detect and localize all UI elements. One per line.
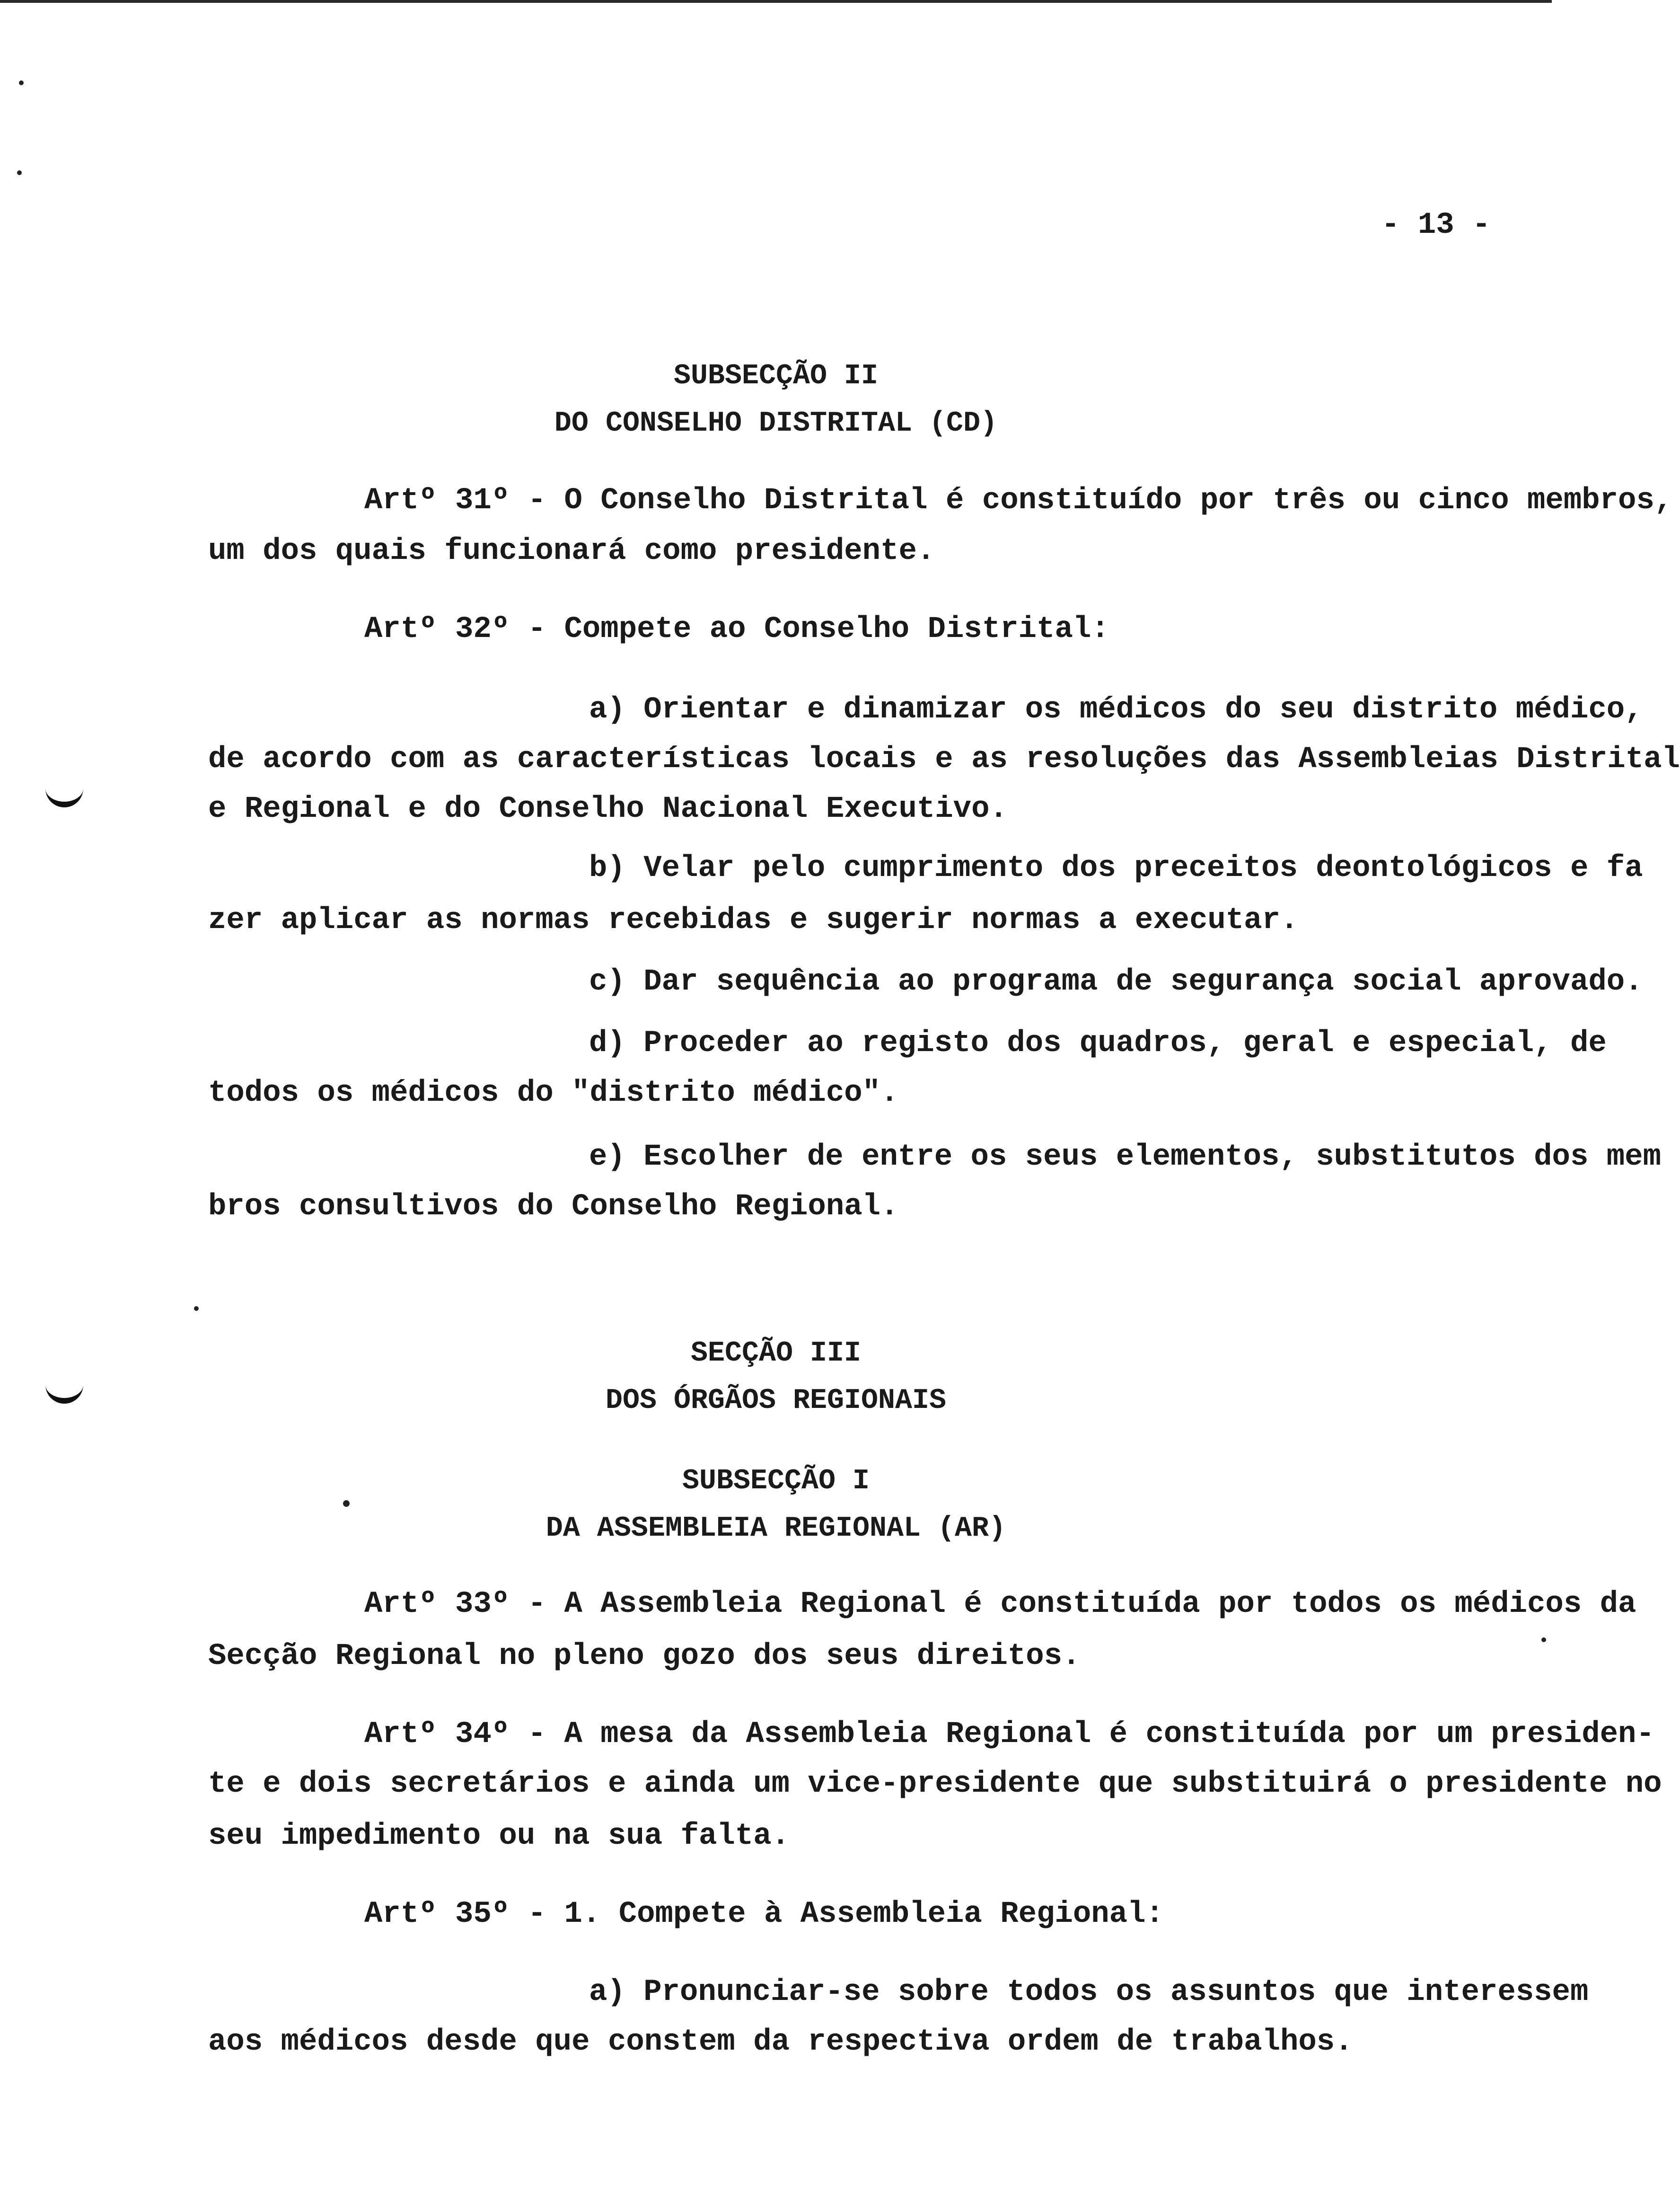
article-35-item-a-line-2: aos médicos desde que constem da respectiva ordem de trabalhos. — [208, 2025, 1353, 2059]
scan-speck — [194, 1306, 199, 1311]
article-32-item-b-line-2: zer aplicar as normas recebidas e sugerir normas a executar. — [208, 903, 1299, 937]
scan-speck — [343, 1500, 350, 1507]
article-31-line-2: um dos quais funcionará como presidente. — [208, 534, 935, 568]
binder-hole-mark-upper — [45, 786, 83, 807]
article-32-item-a-line-3: e Regional e do Conselho Nacional Executivo. — [208, 792, 1008, 826]
article-32-item-e-line-1: e) Escolher de entre os seus elementos, substitutos dos mem — [589, 1140, 1661, 1174]
article-32-item-a-line-1: a) Orientar e dinamizar os médicos do seu distrito médico, — [589, 693, 1643, 727]
article-32-item-a-line-2: de acordo com as características locais e as resoluções das Assembleias Distrital — [208, 743, 1680, 777]
article-35-heading: Artº 35º - 1. Compete à Assembleia Regional: — [364, 1897, 1164, 1931]
top-scan-rule — [0, 0, 1552, 3]
subsection-heading: SUBSECÇÃO II — [673, 360, 879, 392]
article-32-heading: Artº 32º - Compete ao Conselho Distrital: — [364, 612, 1109, 646]
section-title: DOS ÓRGÃOS REGIONAIS — [605, 1385, 947, 1417]
page-number: - 13 - — [1381, 208, 1491, 242]
article-34-line-3: seu impedimento ou na sua falta. — [208, 1819, 790, 1853]
section-heading: SECÇÃO III — [690, 1337, 862, 1370]
article-32-item-c-line-1: c) Dar sequência ao programa de segurança social aprovado. — [589, 965, 1643, 999]
scan-speck — [1541, 1637, 1546, 1642]
article-34-line-2: te e dois secretários e ainda um vice-presidente que substituirá o presidente no — [208, 1767, 1662, 1801]
article-31-line-1: Artº 31º - O Conselho Distrital é constituído por três ou cinco membros, — [364, 484, 1673, 518]
article-32-item-d-line-1: d) Proceder ao registo dos quadros, geral e especial, de — [589, 1026, 1607, 1061]
scan-speck — [17, 170, 22, 175]
article-33-line-1: Artº 33º - A Assembleia Regional é constituída por todos os médicos da — [364, 1587, 1636, 1621]
article-35-item-a-line-1: a) Pronunciar-se sobre todos os assuntos que interessem — [589, 1975, 1589, 2009]
article-32-item-b-line-1: b) Velar pelo cumprimento dos preceitos deontológicos e fa — [589, 851, 1643, 885]
scan-speck — [19, 80, 24, 85]
article-32-item-e-line-2: bros consultivos do Conselho Regional. — [208, 1190, 899, 1224]
article-33-line-2: Secção Regional no pleno gozo dos seus direitos. — [208, 1639, 1081, 1673]
article-32-item-d-line-2: todos os médicos do "distrito médico". — [208, 1076, 899, 1110]
subsection-title: DO CONSELHO DISTRITAL (CD) — [554, 407, 998, 440]
article-34-line-1: Artº 34º - A mesa da Assembleia Regional é constituída por um presiden- — [364, 1717, 1654, 1751]
subsection-title: DA ASSEMBLEIA REGIONAL (AR) — [545, 1512, 1006, 1545]
subsection-heading: SUBSECÇÃO I — [682, 1465, 870, 1497]
